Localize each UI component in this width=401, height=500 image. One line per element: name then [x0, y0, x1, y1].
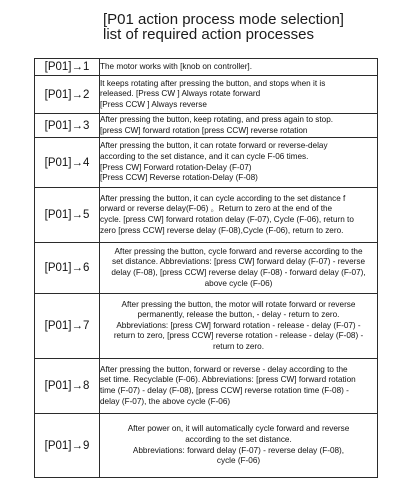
table-row	[35, 414, 378, 478]
table-row	[35, 76, 378, 114]
description-line: zero [press CCW] reverse delay (F-08),Cycle (F-06), return to zero.	[100, 225, 344, 235]
mode-code: [P01]→7	[35, 294, 100, 359]
mode-description	[100, 188, 378, 243]
description-line: It keeps rotating after pressing the button, and stops when it is	[100, 78, 326, 88]
mode-description	[100, 76, 378, 114]
mode-table	[34, 58, 378, 478]
mode-description	[100, 359, 378, 414]
title-line-2: list of required action processes	[103, 26, 314, 43]
description-line: Abbreviations: forward delay (F-07) - reverse delay (F-08),	[132, 445, 345, 455]
table-row	[35, 243, 378, 294]
description-line: released. [Press CW ] Always rotate forward	[100, 89, 261, 99]
description-line: set distance. Abbreviations: [press CW] forward delay (F-07) - reverse	[112, 257, 365, 267]
mode-description	[100, 114, 378, 138]
description-line: delay (F-08), [press CCW] reverse delay (F-08) - forward delay (F-07),	[111, 268, 366, 277]
mode-code: [P01]→8	[35, 359, 100, 414]
mode-code: [P01]→4	[35, 138, 100, 188]
description-line: orward or reverse delay(F-06) 。Return to zero at the end of the	[100, 204, 333, 214]
table-row	[35, 59, 378, 76]
mode-description	[100, 138, 378, 188]
table-row	[35, 114, 378, 138]
mode-description	[100, 243, 378, 294]
mode-code: [P01]→1	[35, 59, 100, 76]
description-line: After pressing the button, it can rotate forward or reverse-delay	[100, 141, 328, 151]
mode-code: [P01]→6	[35, 243, 100, 294]
table-row	[35, 359, 378, 414]
description-line: [Press CCW ] Always reverse	[100, 99, 207, 109]
description-line: cycle (F-06)	[216, 456, 261, 466]
mode-code: [P01]→2	[35, 76, 100, 114]
description-line: time (F-07) - delay (F-08), [press CCW] reverse rotation time (F-08) -	[100, 386, 349, 395]
table-row	[35, 188, 378, 243]
description-line: After pressing the button, cycle forward and reverse according to the	[114, 246, 363, 256]
description-line: [Press CW] Forward rotation-Delay (F-07)	[100, 162, 252, 172]
description-line: return to zero.	[213, 341, 264, 351]
mode-description	[100, 294, 378, 359]
table-row	[35, 294, 378, 359]
description-line: according to the set distance, and it can cycle F-06 times.	[100, 151, 309, 161]
description-line: according to the set distance.	[185, 434, 292, 444]
title-line-1: [P01 action process mode selection]	[103, 11, 344, 28]
description-line: delay (F-07), the above cycle (F-06)	[100, 396, 231, 406]
description-line: cycle. [press CW] forward rotation delay (F-07), Cycle (F-06), return to	[100, 215, 354, 224]
mode-description	[100, 414, 378, 478]
description-line: After pressing the button, the motor will rotate forward or reverse	[121, 299, 356, 309]
description-line: The motor works with [knob on controller].	[100, 61, 252, 71]
description-line: return to zero, [press CCW] reverse rotation - release - delay (F-08) -	[113, 331, 364, 341]
description-line: [press CW] forward rotation [press CCW] reverse rotation	[100, 125, 308, 135]
table-row	[35, 138, 378, 188]
page-title	[103, 12, 344, 42]
description-line: After power on, it will automatically cycle forward and reverse	[127, 424, 350, 434]
mode-description	[100, 59, 378, 76]
description-line: [Press CCW] Reverse rotation-Delay (F-08)	[100, 173, 258, 183]
description-line: Abbreviations: [press CW] forward rotation - release - delay (F-07) -	[116, 320, 361, 330]
description-line: set time. Recyclable (F-06). Abbreviations: [press CW] forward rotation	[100, 375, 356, 385]
description-line: above cycle (F-06)	[204, 278, 273, 288]
description-line: After pressing the button, it can cycle according to the set distance f	[100, 193, 346, 203]
mode-code: [P01]→5	[35, 188, 100, 243]
description-line: After pressing the button, keep rotating, and press again to stop.	[100, 114, 334, 124]
description-line: permanently, release the button, - delay - return to zero.	[137, 310, 340, 320]
mode-code: [P01]→3	[35, 114, 100, 138]
mode-code: [P01]→9	[35, 414, 100, 478]
description-line: After pressing the button, forward or reverse - delay according to the	[100, 364, 348, 374]
